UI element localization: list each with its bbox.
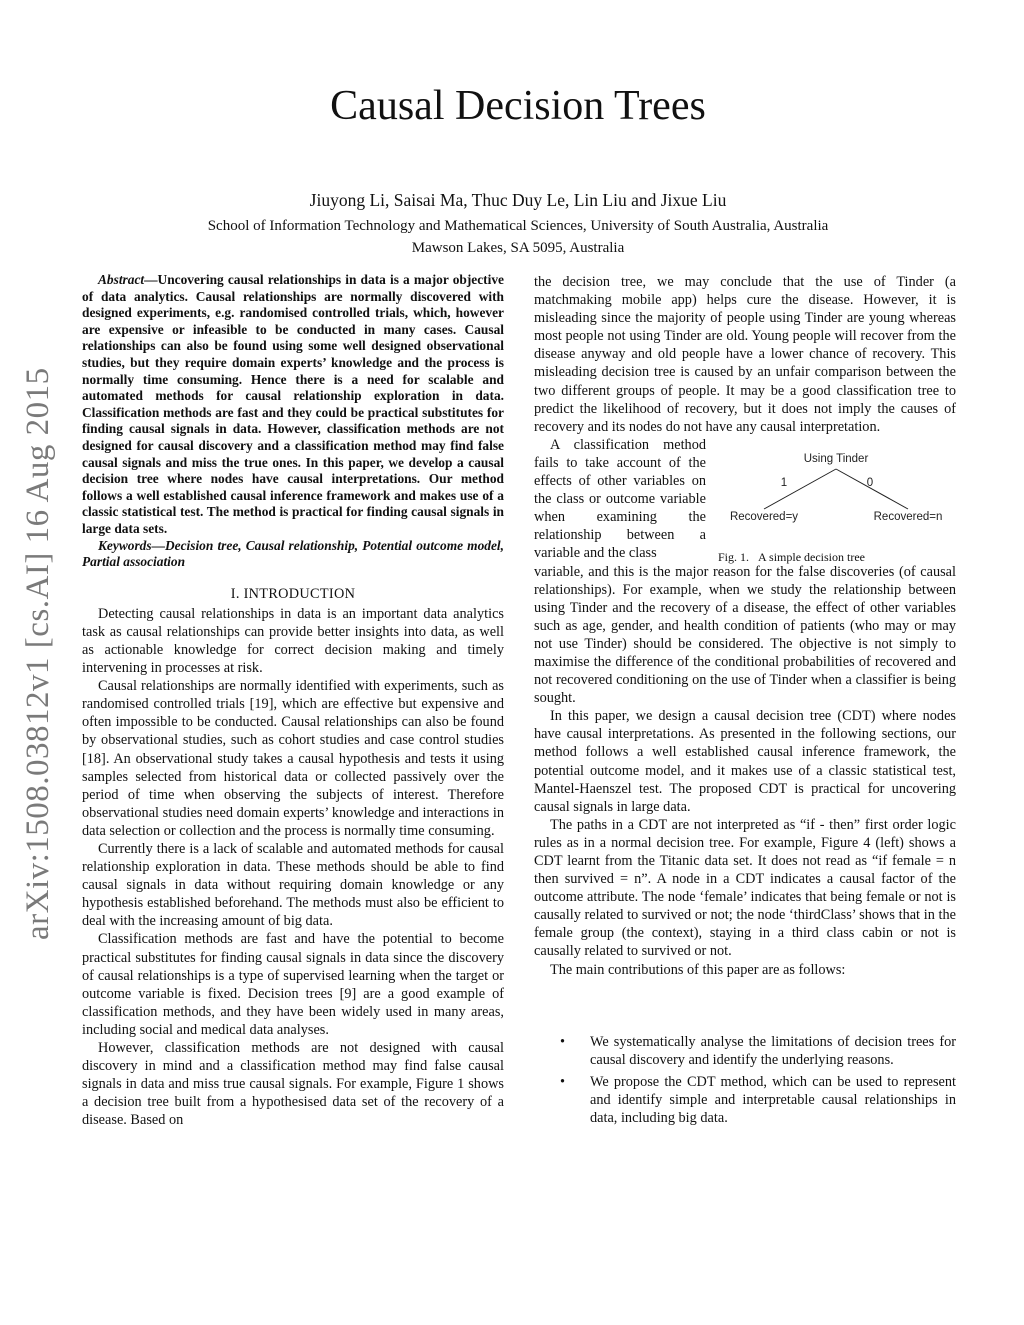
intro-paragraph: Classification methods are fast and have the potential to become practical substitutes for finding causal signals in data since the discovery of causal relationships is a type of supervised learning when the target or outcome variable is fixed. Decision trees [9] are a good example of classification methods, and they have been widely used in many areas, including social and medical data analyses. <box>82 931 504 1038</box>
left-column <box>82 272 504 1130</box>
section-title-rest: NTRODUCTION <box>248 585 356 602</box>
figure-wrap <box>534 436 956 563</box>
contributions-list <box>534 1033 956 1127</box>
intro-paragraph: Causal relationships are normally identified with experiments, such as randomised controlled trials [19], which are effective but expensive and often impossible to be conducted. Causal relationships can also be found by observational studies, such as cohort studies and case control studies [18]. An observational study takes a causal hypothesis and tests it using samples selected from historical data or collected passively over the period of time when observing the subjects of interest. Therefore observational studies need domain experts’ knowledge and interactions in data selection or collection and the process is normally time consuming. <box>82 678 504 839</box>
section-title-initial: I <box>243 585 249 602</box>
body-paragraph: the decision tree, we may conclude that the use of Tinder (a matchmaking mobile app) helps cure the disease. However, it is misleading since the majority of people using Tinder are young whereas most people not using Tinder are old. Young people will recover from the disease anyway and old people have a lower chance of recovery. This misleading decision tree is caused by an unfair comparison between the two different groups of people. It may be a good classification tree to predict the likelihood of recovery, but it does not imply the causes of recovery and its nodes do not have any causal interpretation. <box>534 274 956 435</box>
keywords-text: —Decision tree, Causal relationship, Potential outcome model, Partial association <box>82 537 504 570</box>
affiliation-line-2: Mawson Lakes, SA 5095, Australia <box>411 240 625 256</box>
list-item <box>534 1073 956 1127</box>
intro-paragraph: Detecting causal relationships in data is an important data analytics task as causal relationships can provide better insights into data, as well as actionable knowledge for correct decision making and timely intervening in processes at risk. <box>82 605 504 677</box>
tree-edge-label-right: 0 <box>866 476 874 489</box>
keywords <box>82 538 504 571</box>
tree-leaf-right: Recovered=n <box>873 510 943 523</box>
body-paragraph: The paths in a CDT are not interpreted as “if - then” first order logic rules as in a normal decision tree. For example, Figure 4 (left) shows a CDT learnt from the Titanic data set. It does not read as “if female = n then survived = n”. A node in a CDT indicates a causal factor of the outcome attribute. The node ‘female’ indicates that being female or not is causally related to survived or not; the node ‘thirdClass’ shows that in the female group (the context), staying in a third class cabin or not is causally related to survived or not. <box>534 816 956 960</box>
intro-paragraph: However, classification methods are not designed with causal discovery in mind and a classification method may find false causal signals in data and miss true causal signals. For example, Figure 1 shows a decision tree built from a hypothesised data set of the recovery of a disease. Based on <box>82 1040 504 1129</box>
figure-caption <box>718 548 865 566</box>
list-item-text: We systematically analyse the limitations of decision trees for causal discovery and identify the underlying reasons. <box>590 1033 956 1068</box>
keywords-label: Keywords <box>98 537 152 553</box>
right-column <box>534 273 956 1131</box>
affiliation-line-1: School of Information Technology and Mathematical Sciences, University of South Australia, Australia <box>207 218 829 234</box>
abstract-text: —Uncovering causal relationships in data is a major objective of data analytics. Causal relationships are normally discovered with designed experiments, e.g. randomised controlled trials, which, however are expensive or infeasible to be conducted in many cases. Causal relationships can also be found using some well designed observational studies, but they require domain experts’ knowledge and the process is normally time consuming. Hence there is a need for scalable and automated methods for causal relationship exploration in data. Classification methods are fast and they could be practical substitutes for finding causal signals in data. However, classification methods are not designed for causal discovery and a classification method may find false causal signals and miss the true ones. In this paper, we develop a causal decision tree where nodes have causal interpretations. Our method follows a well established causal inference framework and makes use of a classic statistical test. The method is practical for finding causal signals in large data sets. <box>82 272 504 536</box>
body-paragraph: In this paper, we design a causal decision tree (CDT) where nodes have causal interpretations. As presented in the following sections, our method follows a well established causal inference framework, the potential outcome model, and it makes use of a classic statistical test, Mantel-Haenszel test. The proposed CDT is practical for uncovering causal signals in large data. <box>534 708 956 815</box>
decision-tree-diagram <box>718 440 956 545</box>
body-paragraph: The main contributions of this paper are as follows: <box>550 961 846 978</box>
authors: Jiuyong Li, Saisai Ma, Thuc Duy Le, Lin Liu and Jixue Liu <box>309 190 727 210</box>
section-number: I. <box>230 585 240 602</box>
list-item-text: We propose the CDT method, which can be used to represent and identify simple and interpretable causal relationships in data, including big data. <box>590 1073 956 1127</box>
tree-edge-label-left: 1 <box>780 476 788 489</box>
list-item <box>534 1033 956 1069</box>
body-paragraph-wrapped: A classification method fails to take account of the effects of other variables on the class or outcome variable when examining the relationship between a variable and the class <box>534 436 706 562</box>
figure-1 <box>718 436 956 571</box>
intro-paragraph: Currently there is a lack of scalable and automated methods for causal relationship exploration in data. These methods should be able to find causal signals in data without requiring domain knowledge or any hypothesis established beforehand. The methods must also be efficient to deal with the increasing amount of big data. <box>82 841 504 930</box>
section-heading-introduction <box>82 585 504 603</box>
tree-edge-left <box>764 469 836 509</box>
abstract <box>82 272 504 538</box>
author-block <box>0 190 1024 259</box>
arxiv-identifier: arXiv:1508.03812v1 [cs.AI] 16 Aug 2015 <box>20 367 56 940</box>
bullet-icon: • <box>560 1073 566 1090</box>
tree-root-node: Using Tinder <box>803 452 869 465</box>
tree-leaf-left: Recovered=y <box>729 510 799 523</box>
paper-title: Causal Decision Trees <box>330 83 706 129</box>
body-paragraph-continued: variable, and this is the major reason for the false discoveries (of causal relationships). For example, when we study the relationship between using Tinder and the recovery of a disease, the effect of other variables such as age, gender, and health condition of patients (who may or may not use Tinder) should be considered. The objective is not simply to maximise the difference of the conditional probabilities of recovered and not recovered conditioning on the use of Tinder when a classifier is being sought. <box>534 563 956 707</box>
abstract-label: Abstract <box>98 272 145 287</box>
tree-edge-right <box>836 469 908 509</box>
bullet-icon: • <box>560 1033 566 1050</box>
figure-caption-text: A simple decision tree <box>758 549 865 564</box>
figure-caption-label: Fig. 1. <box>718 549 750 564</box>
